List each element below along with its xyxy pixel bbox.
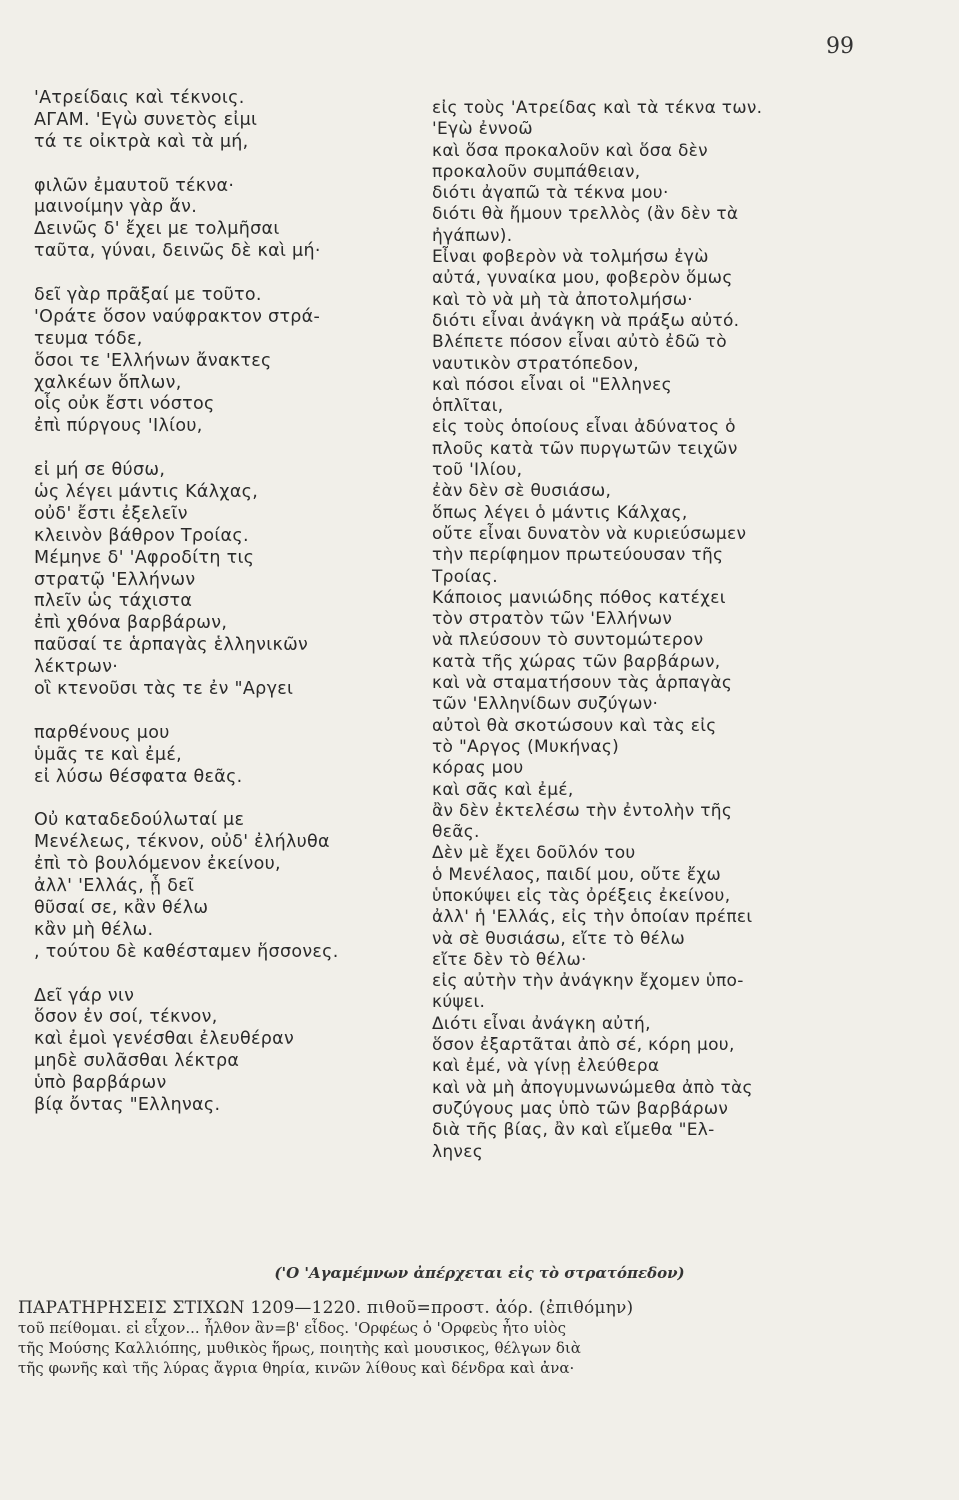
translation-line: καὶ ὅσα προκαλοῦν καὶ ὅσα δὲν	[432, 140, 708, 161]
verse-line: 'Ατρείδαις καὶ τέκνοις.	[34, 88, 245, 108]
translation-line: ἂν δὲν ἐκτελέσω τὴν ἐντολὴν τῆς	[432, 800, 733, 821]
verse-line: , τούτου δὲ καθέσταμεν ἥσσονες.	[34, 941, 339, 962]
translation-line: νὰ πλεύσουν τὸ συντομώτερον	[432, 630, 704, 651]
verse-line: ὑμᾶς τε καὶ ἐμέ,	[34, 744, 182, 765]
verse-line: 'Οράτε ὅσον ναύφρακτον στρά-	[34, 306, 321, 327]
translation-line: εἰς τοὺς ὁποίους εἶναι ἀδύνατος ὁ	[432, 417, 736, 438]
verse-line: καὶ ἐμοὶ γενέσθαι ἐλευθέραν	[34, 1029, 295, 1050]
verse-line: μαινοίμην γὰρ ἄν.	[34, 197, 198, 218]
translation-line: καὶ σᾶς καὶ ἐμέ,	[432, 779, 574, 800]
translation-line: τὸν στρατὸν τῶν 'Ελλήνων	[432, 609, 673, 630]
line-spacer	[34, 701, 419, 723]
verse-line: ἀλλ' 'Ελλάς, ᾗ δεῖ	[34, 876, 195, 897]
verse-line: ΑΓΑΜ. 'Εγὼ συνετὸς εἰμι	[34, 109, 258, 130]
translation-line: 'Εγὼ ἐννοῶ	[432, 119, 533, 140]
verse-line: χαλκέων ὅπλων,	[34, 372, 182, 393]
verse-line: φιλῶν ἐμαυτοῦ τέκνα·	[34, 175, 235, 196]
translation-line: ναυτικὸν στρατόπεδον,	[432, 353, 639, 374]
note-line: ΠΑΡΑΤΗΡΗΣΕΙΣ ΣΤΙΧΩΝ 1209—1220. πιθοῦ=προστ. ἀόρ. (ἐπιθόμην)	[18, 1298, 634, 1318]
verse-line: Μενέλεως, τέκνον, οὐδ' ἐλήλυθα	[34, 832, 330, 853]
verse-line: Δεινῶς δ' ἔχει με τολμῆσαι	[34, 219, 280, 240]
translation-line: Εἶναι φοβερὸν νὰ τολμήσω ἐγὼ	[432, 247, 709, 268]
translation-line: διότι ἀγαπῶ τὰ τέκνα μου·	[432, 183, 669, 204]
translation-line: ὁ Μενέλαος, παιδί μου, οὔτε ἔχω	[432, 864, 722, 885]
verse-line: κἂν μὴ θέλω.	[34, 919, 154, 940]
verse-line: βίᾳ ὄντας "Ελληνας.	[34, 1094, 221, 1115]
translation-line: ὑποκύψει εἰς τὰς ὀρέξεις ἐκείνου,	[432, 885, 731, 906]
translation-line: ληνες	[432, 1141, 483, 1162]
verse-line: Οὐ καταδεδούλωταί με	[34, 810, 245, 831]
verse-line: ὅσον ἐν σοί, τέκνον,	[34, 1007, 218, 1028]
translation-line: ὅπως λέγει ὁ μάντις Κάλχας,	[432, 502, 688, 523]
verse-line: τευμα τόδε,	[34, 328, 143, 349]
verse-line: θῦσαί σε, κἂν θέλω	[34, 897, 209, 918]
translation-line: ὅσον ἐξαρτᾶται ἀπὸ σέ, κόρη μου,	[432, 1035, 735, 1056]
translation-line: διότι θὰ ἤμουν τρελλὸς (ἂν δὲν τὰ	[432, 204, 739, 225]
line-spacer	[34, 263, 419, 285]
verse-line: παρθένους μου	[34, 722, 170, 743]
translation-line: εἰς αὐτὴν τὴν ἀνάγκην ἔχομεν ὑπο-	[432, 971, 744, 992]
translation-line: πλοῦς κατὰ τῶν πυργωτῶν τειχῶν	[432, 438, 738, 459]
translation-line: εἴτε δὲν τὸ θέλω·	[432, 949, 587, 970]
translation-line: καὶ ἐμέ, νὰ γίνῃ ἐλεύθερα	[432, 1056, 660, 1077]
translation-line: ἐὰν δὲν σὲ θυσιάσω,	[432, 481, 612, 502]
translation-line: προκαλοῦν συμπάθειαν,	[432, 161, 641, 182]
modern-greek-translation-column	[432, 98, 892, 1163]
line-spacer	[34, 789, 419, 811]
translation-line: κόρας μου	[432, 758, 524, 779]
verse-line: ἐπὶ χθόνα βαρβάρων,	[34, 613, 228, 634]
greek-original-column	[34, 88, 419, 1117]
verse-line: παῦσαί τε ἁρπαγὰς ἑλληνικῶν	[34, 635, 309, 656]
verse-line: οἳ κτενοῦσι τὰς τε ἐν "Αργει	[34, 679, 294, 700]
verse-line: δεῖ γὰρ πρᾶξαί με τοῦτο.	[34, 285, 262, 306]
verse-line: τά τε οἰκτρὰ καὶ τὰ μή,	[34, 131, 249, 152]
verse-line: Δεῖ γάρ νιν	[34, 985, 135, 1006]
translation-line: τῶν 'Ελληνίδων συζύγων·	[432, 694, 659, 715]
translation-line: καὶ νὰ μὴ ἀπογυμνωνώμεθα ἀπὸ τὰς	[432, 1077, 753, 1098]
verse-line: στρατῷ 'Ελλήνων	[34, 569, 196, 590]
translation-line: Δὲν μὲ ἔχει δοῦλόν του	[432, 843, 636, 864]
translation-line: νὰ σὲ θυσιάσω, εἴτε τὸ θέλω	[432, 928, 686, 949]
verse-line: μηδὲ συλᾶσθαι λέκτρα	[34, 1051, 240, 1072]
translation-line: εἰς τοὺς 'Ατρείδας καὶ τὰ τέκνα των.	[432, 98, 763, 118]
translation-line: τὴν περίφημον πρωτεύουσαν τῆς	[432, 545, 724, 566]
verse-line: οὐδ' ἔστι ἐξελεῖν	[34, 503, 188, 524]
verse-line: ταῦτα, γύναι, δεινῶς δὲ καὶ μή·	[34, 241, 321, 262]
translation-line: διὰ τῆς βίας, ἂν καὶ εἴμεθα "Ελ-	[432, 1120, 715, 1141]
translation-line: ἠγάπων).	[432, 225, 513, 246]
translation-line: τὸ "Αργος (Μυκήνας)	[432, 736, 620, 757]
verse-line: κλεινὸν βάθρον Τροίας.	[34, 525, 249, 546]
translation-line: αὐτοὶ θὰ σκοτώσουν καὶ τὰς εἰς	[432, 715, 717, 736]
translation-line: κατὰ τῆς χώρας τῶν βαρβάρων,	[432, 651, 721, 672]
verse-line: λέκτρων·	[34, 657, 119, 678]
translation-line: διότι εἶναι ἀνάγκη νὰ πράξω αὐτό.	[432, 310, 740, 331]
verse-line: ὑπὸ βαρβάρων	[34, 1073, 167, 1094]
translation-line: αὐτά, γυναίκα μου, φοβερὸν ὅμως	[432, 268, 733, 289]
verse-line: ἐπὶ τὸ βουλόμενον ἐκείνου,	[34, 854, 281, 875]
translation-line: καὶ τὸ νὰ μὴ τὰ ἀποτολμήσω·	[432, 289, 694, 310]
note-line: τῆς φωνῆς καὶ τῆς λύρας ἄγρια θηρία, κινῶν λίθους καὶ δένδρα καὶ ἀνα·	[18, 1359, 575, 1377]
translation-line: Διότι εἶναι ἀνάγκη αὐτή,	[432, 1013, 651, 1034]
translation-line: τοῦ 'Ιλίου,	[432, 460, 523, 481]
verse-line: εἰ λύσω θέσφατα θεᾶς.	[34, 766, 243, 787]
translation-line: Κάποιος μανιώδης πόθος κατέχει	[432, 587, 726, 608]
line-spacer	[34, 154, 419, 176]
verse-line: ὡς λέγει μάντις Κάλχας,	[34, 482, 259, 503]
page-number: 99	[826, 34, 854, 59]
translation-line: κύψει.	[432, 992, 486, 1013]
note-line: τῆς Μούσης Καλλιόπης, μυθικὸς ἥρως, ποιητὴς καὶ μουσικος, θέλγων διὰ	[18, 1339, 581, 1357]
translation-line: ὁπλῖται,	[432, 396, 504, 417]
line-spacer	[34, 438, 419, 460]
verse-line: εἰ μή σε θύσω,	[34, 460, 166, 481]
translation-line: Τροίας.	[432, 566, 499, 587]
translation-line: θεᾶς.	[432, 822, 480, 843]
translation-line: καὶ πόσοι εἶναι οἱ "Ελληνες	[432, 374, 672, 395]
verse-line: πλεῖν ὡς τάχιστα	[34, 591, 193, 612]
translation-line: συζύγους μας ὑπὸ τῶν βαρβάρων	[432, 1098, 729, 1119]
translation-line: καὶ νὰ σταματήσουν τὰς ἁρπαγὰς	[432, 673, 733, 694]
translation-line: Βλέπετε πόσον εἶναι αὐτὸ ἐδῶ τὸ	[432, 332, 727, 353]
verse-notes	[18, 1298, 918, 1378]
translation-line: ἀλλ' ἡ 'Ελλάς, εἰς τὴν ὁποίαν πρέπει	[432, 907, 753, 928]
verse-line: ὅσοι τε 'Ελλήνων ἄνακτες	[34, 350, 272, 371]
verse-line: ἐπὶ πύργους 'Ιλίου,	[34, 416, 203, 437]
line-spacer	[34, 964, 419, 986]
stage-direction: ('Ο 'Αγαμέμνων ἀπέρχεται εἰς τὸ στρατόπεδον)	[274, 1264, 685, 1282]
verse-line: οἷς οὐκ ἔστι νόστος	[34, 394, 215, 415]
note-line: τοῦ πείθομαι. εἰ εἶχον... ἦλθον ἂν=β' εἶδος. 'Ορφέως ὁ 'Ορφεὺς ἦτο υἱὸς	[18, 1319, 566, 1337]
translation-line: οὔτε εἶναι δυνατὸν νὰ κυριεύσωμεν	[432, 523, 747, 544]
verse-line: Μέμηνε δ' 'Αφροδίτη τις	[34, 547, 255, 568]
